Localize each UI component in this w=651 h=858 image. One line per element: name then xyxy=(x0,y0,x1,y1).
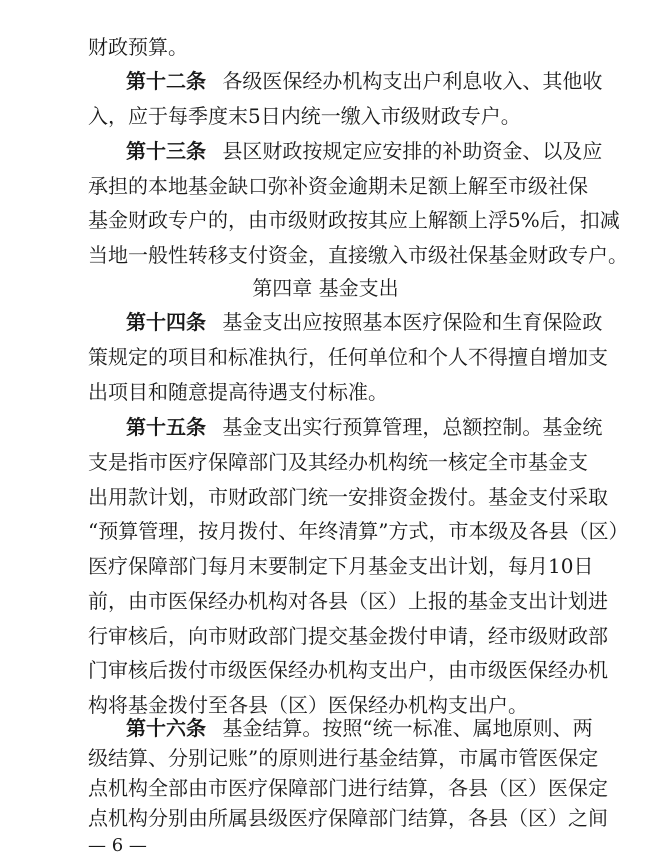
text-line: 行审核后，向市财政部门提交基金拨付申请，经市级财政部 xyxy=(88,624,608,648)
text-line: 前，由市医保经办机构对各县（区）上报的基金支出计划进 xyxy=(88,589,608,613)
text-line: 支是指市医疗保障部门及其经办机构统一核定全市基金支 xyxy=(88,450,588,474)
text-line: 医疗保障部门每月末要制定下月基金支出计划，每月10日 xyxy=(88,554,594,578)
text-line: 基金财政专户的，由市级财政按其应上解额上浮5%后，扣减 xyxy=(88,208,620,232)
article-text: 基金支出实行预算管理，总额控制。基金统 xyxy=(222,415,603,439)
text-line: 当地一般性转移支付资金，直接缴入市级社保基金财政专户。 xyxy=(88,243,628,267)
article-12-line xyxy=(126,69,602,93)
article-heading: 第十三条 xyxy=(126,139,206,163)
article-text: 基金支出应按照基本医疗保险和生育保险政 xyxy=(222,310,603,334)
chapter-title: 第四章 基金支出 xyxy=(252,276,399,300)
article-14-line xyxy=(126,310,602,334)
page-number: — 6 — xyxy=(88,835,147,856)
text-line: 构将基金拨付至各县（区）医保经办机构支出户。 xyxy=(88,693,528,717)
article-text: 基金结算。按照“统一标准、属地原则、两 xyxy=(222,716,593,740)
article-heading: 第十四条 xyxy=(126,310,206,334)
article-heading: 第十六条 xyxy=(126,716,206,740)
article-text: 各级医保经办机构支出户利息收入、其他收 xyxy=(222,69,603,93)
article-text: 县区财政按规定应安排的补助资金、以及应 xyxy=(222,139,603,163)
text-line: 入，应于每季度末5日内统一缴入市级财政专户。 xyxy=(88,104,521,128)
text-line: 点机构分别由所属县级医疗保障部门结算，各县（区）之间 xyxy=(88,806,608,830)
text-line: “预算管理，按月拨付、年终清算”方式，市本级及各县（区） xyxy=(88,519,629,543)
article-16-line xyxy=(126,716,593,740)
article-15-line xyxy=(126,415,602,439)
text-line: 门审核后拨付市级医保经办机构支出户，由市级医保经办机 xyxy=(88,658,608,682)
article-heading: 第十二条 xyxy=(126,69,206,93)
article-heading: 第十五条 xyxy=(126,415,206,439)
text-line: 财政预算。 xyxy=(88,35,188,59)
article-13-line xyxy=(126,139,602,163)
text-line: 级结算、分别记账”的原则进行基金结算，市属市管医保定 xyxy=(88,746,599,770)
text-line: 出用款计划，市财政部门统一安排资金拨付。基金支付采取 xyxy=(88,485,608,509)
text-line: 点机构全部由市医疗保障部门进行结算，各县（区）医保定 xyxy=(88,776,608,800)
text-line: 承担的本地基金缺口弥补资金逾期未足额上解至市级社保 xyxy=(88,174,588,198)
text-line: 策规定的项目和标准执行，任何单位和个人不得擅自增加支 xyxy=(88,345,608,369)
text-line: 出项目和随意提高待遇支付标准。 xyxy=(88,380,388,404)
